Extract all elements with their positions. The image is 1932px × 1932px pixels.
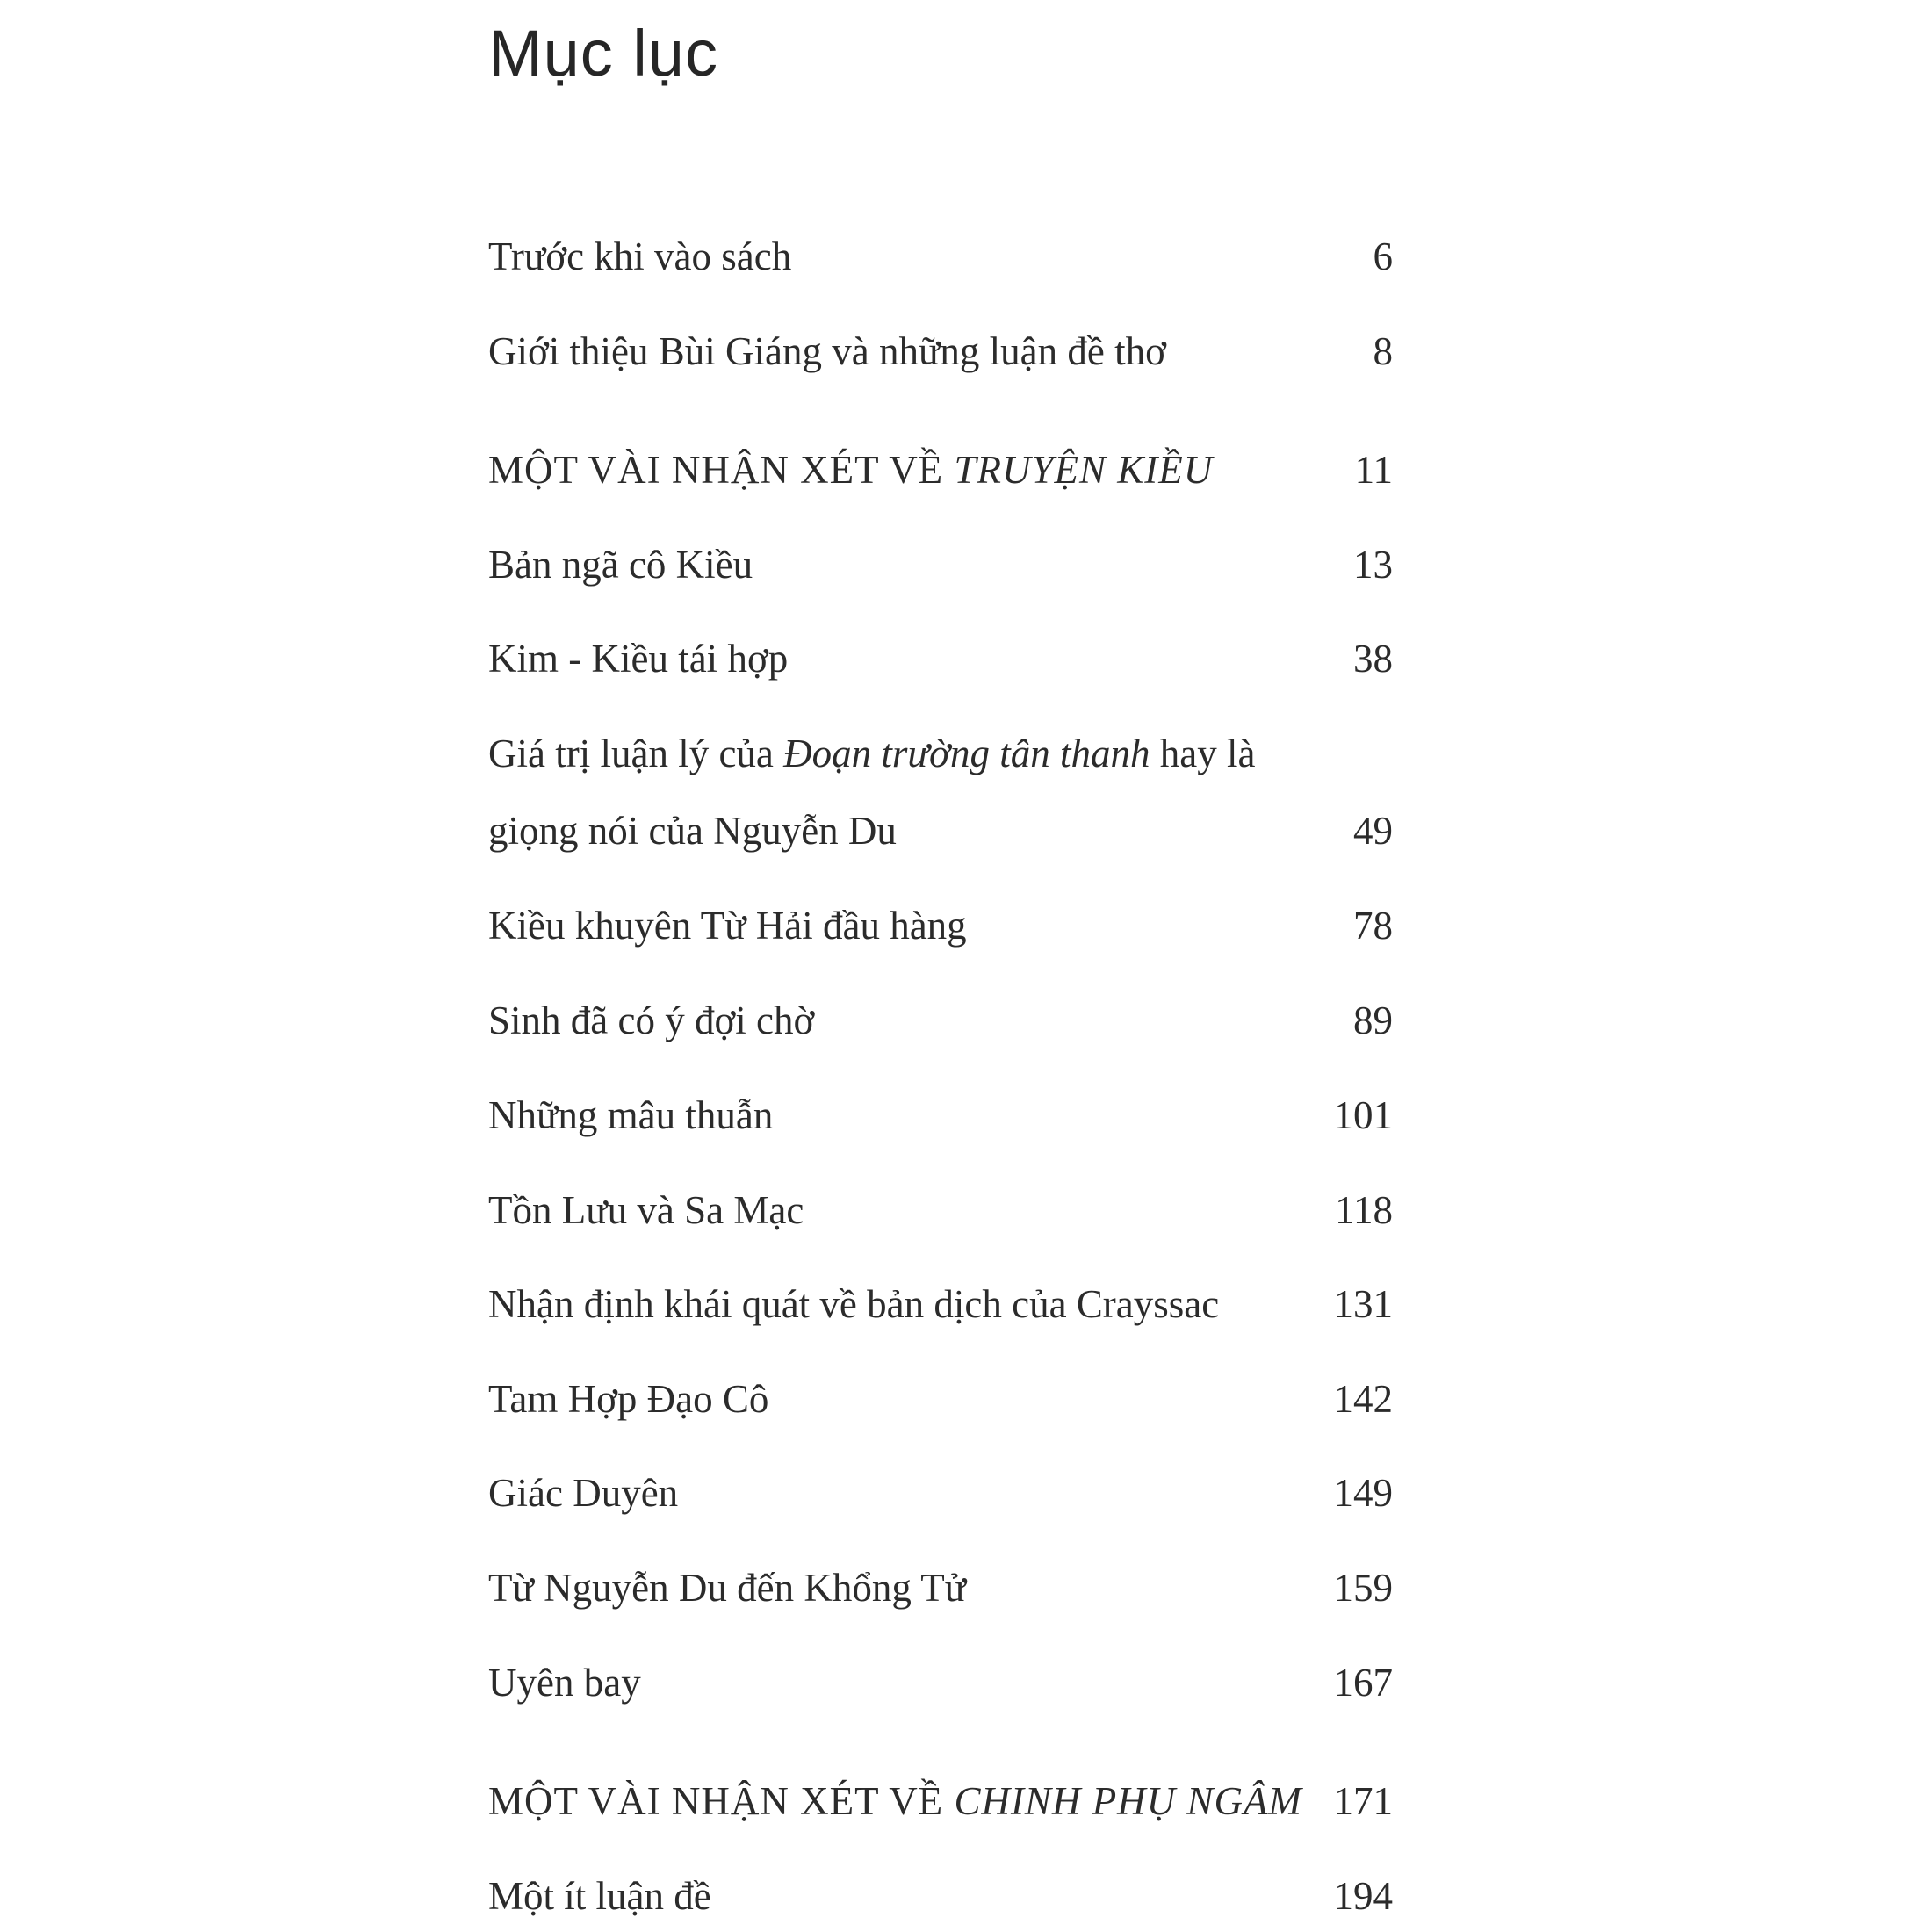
toc-page-number: 11 bbox=[1354, 448, 1393, 492]
toc-entry bbox=[488, 994, 1393, 1047]
toc-page-number: 194 bbox=[1333, 1874, 1393, 1918]
toc-entry-multiline bbox=[488, 732, 1393, 857]
toc-entry bbox=[488, 1561, 1393, 1614]
toc-entry bbox=[488, 1467, 1393, 1519]
toc-entry-title: Bản ngã cô Kiều bbox=[488, 543, 753, 587]
toc-entry bbox=[488, 1089, 1393, 1142]
toc-page-number: 6 bbox=[1373, 234, 1393, 278]
toc-section-title-italic: TRUYỆN KIỀU bbox=[954, 448, 1214, 492]
toc-page-number: 131 bbox=[1333, 1282, 1393, 1326]
toc-entry-title-italic: Đoạn trường tân thanh bbox=[783, 732, 1150, 775]
toc-entry bbox=[488, 1278, 1393, 1330]
toc-page-number: 78 bbox=[1353, 904, 1393, 948]
toc-entry bbox=[488, 230, 1393, 283]
toc-entry-title: Tam Hợp Đạo Cô bbox=[488, 1377, 769, 1421]
toc-entry-title: Giác Duyên bbox=[488, 1471, 679, 1515]
toc-entry-title: Những mâu thuẫn bbox=[488, 1093, 774, 1137]
toc-entry-title: Từ Nguyễn Du đến Khổng Tử bbox=[488, 1566, 967, 1610]
toc-entry-title: Giới thiệu Bùi Giáng và những luận đề thơ bbox=[488, 329, 1166, 373]
toc-section-title-italic: CHINH PHỤ NGÂM bbox=[954, 1779, 1302, 1823]
toc-section-title: MỘT VÀI NHẬN XÉT VỀ CHINH PHỤ NGÂM bbox=[488, 1779, 1302, 1823]
toc-page-number: 8 bbox=[1373, 329, 1393, 373]
toc-entry-title: Nhận định khái quát về bản dịch của Crayssac bbox=[488, 1282, 1220, 1326]
toc-section-entry bbox=[488, 443, 1393, 496]
toc-page-number: 142 bbox=[1333, 1377, 1393, 1421]
toc-page-number: 159 bbox=[1333, 1566, 1393, 1610]
toc-page-number: 167 bbox=[1333, 1661, 1393, 1705]
toc-entry-title: Một ít luận đề bbox=[488, 1874, 711, 1918]
toc-entry bbox=[488, 1373, 1393, 1425]
toc-section-title: MỘT VÀI NHẬN XÉT VỀ TRUYỆN KIỀU bbox=[488, 448, 1214, 492]
toc-entry bbox=[488, 1184, 1393, 1236]
toc-page-number: 101 bbox=[1333, 1093, 1393, 1137]
toc-entry-title: Sinh đã có ý đợi chờ bbox=[488, 998, 815, 1042]
toc-page-number: 49 bbox=[1353, 809, 1393, 853]
toc-page-number: 13 bbox=[1353, 543, 1393, 587]
toc-page-number: 89 bbox=[1353, 998, 1393, 1042]
toc-entry bbox=[488, 632, 1393, 685]
toc-entry bbox=[488, 1656, 1393, 1709]
toc-page-number: 38 bbox=[1353, 637, 1393, 681]
toc-page-number: 171 bbox=[1333, 1779, 1393, 1823]
toc-entry bbox=[488, 538, 1393, 591]
toc-section-entry bbox=[488, 1775, 1393, 1827]
toc-entry-title: Kim - Kiều tái hợp bbox=[488, 637, 789, 681]
toc-entry-title: Trước khi vào sách bbox=[488, 234, 792, 278]
toc-entry-title-line2: giọng nói của Nguyễn Du bbox=[488, 809, 897, 853]
page-title: Mục lục bbox=[488, 17, 718, 90]
toc-entry bbox=[488, 325, 1393, 378]
toc-entry-title: Tồn Lưu và Sa Mạc bbox=[488, 1188, 804, 1232]
toc-entry-title: Kiều khuyên Từ Hải đầu hàng bbox=[488, 904, 967, 948]
toc-entry-title-line1: Giá trị luận lý của Đoạn trường tân thanh hay là bbox=[488, 732, 1256, 775]
toc-page-number: 118 bbox=[1335, 1188, 1393, 1232]
toc-page-number: 149 bbox=[1333, 1471, 1393, 1515]
toc-entry bbox=[488, 1870, 1393, 1922]
toc-entry bbox=[488, 899, 1393, 952]
toc-entry-title: Uyên bay bbox=[488, 1661, 641, 1705]
